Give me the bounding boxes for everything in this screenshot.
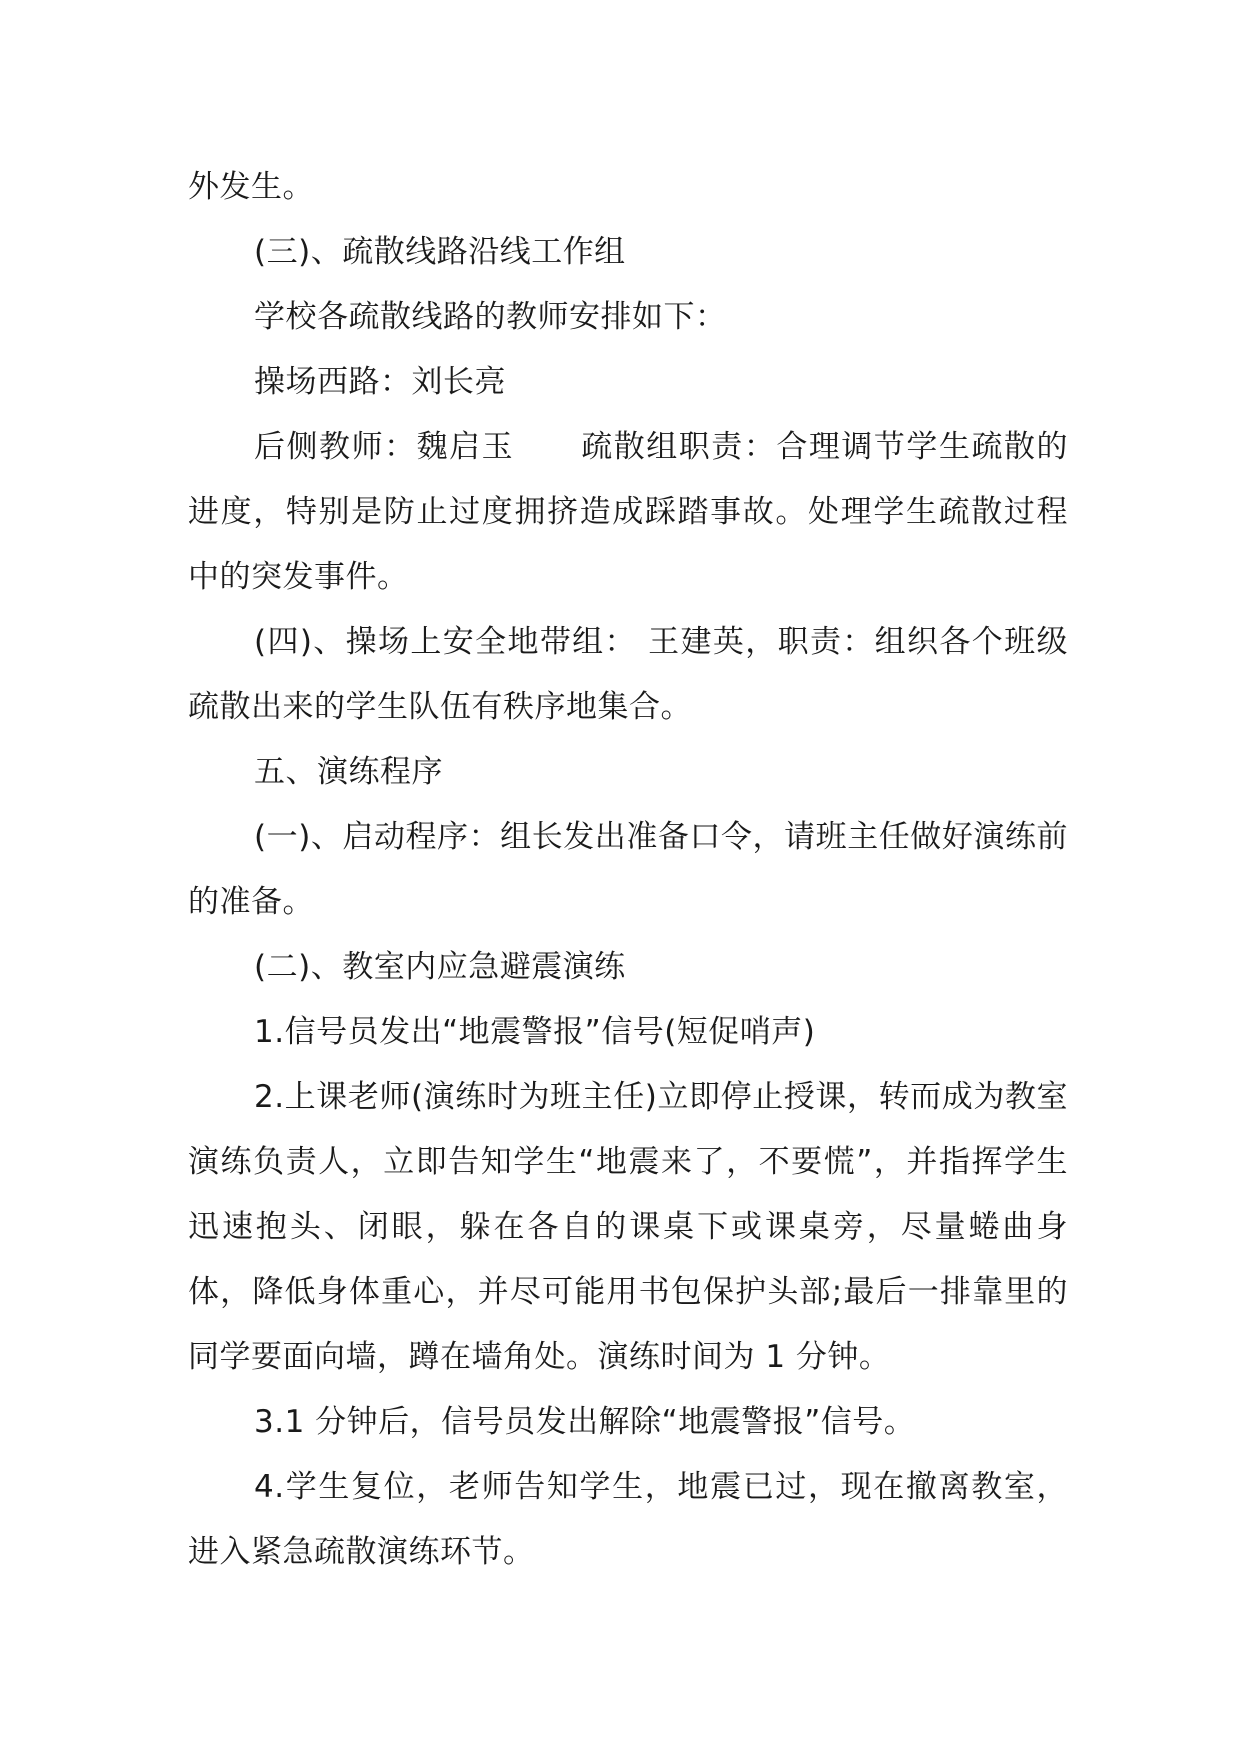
paragraph-6: (四)、操场上安全地带组： 王建英，职责：组织各个班级疏散出来的学生队伍有秩序地集合。	[188, 624, 1068, 725]
paragraph-8: (一)、启动程序：组长发出准备口令，请班主任做好演练前的准备。	[188, 819, 1068, 920]
paragraph-5	[188, 415, 1068, 610]
paragraph-4: 操场西路：刘长亮	[254, 364, 506, 400]
paragraph-7: 五、演练程序	[254, 754, 443, 790]
paragraph-2: (三)、疏散线路沿线工作组	[254, 234, 626, 270]
paragraph-12: 3.1 分钟后，信号员发出解除“地震警报”信号。	[254, 1404, 916, 1440]
paragraph-1: 外发生。	[188, 169, 314, 205]
paragraph-9: (二)、教室内应急避震演练	[254, 949, 626, 985]
paragraph-5-part-b: 疏散组职责：合理调节学生疏散的进度，特别是防止过度拥挤造成踩踏事故。处理学生疏散过程中的突发事件。	[188, 429, 1069, 595]
document-body	[188, 155, 1068, 1585]
paragraph-10: 1.信号员发出“地震警报”信号(短促哨声)	[254, 1014, 816, 1050]
paragraph-5-part-a: 后侧教师：魏启玉	[254, 429, 515, 465]
paragraph-11: 2.上课老师(演练时为班主任)立即停止授课，转而成为教室演练负责人，立即告知学生“地震来了，不要慌”，并指挥学生迅速抱头、闭眼，躲在各自的课桌下或课桌旁，尽量蜷曲身体，降低身体重心，并尽可能用书包保护头部;最后一排靠里的同学要面向墙，蹲在墙角处。演练时间为 1 分钟。	[188, 1079, 1068, 1375]
paragraph-3: 学校各疏散线路的教师安排如下：	[254, 299, 727, 335]
paragraph-13: 4.学生复位，老师告知学生，地震已过，现在撤离教室，进入紧急疏散演练环节。	[188, 1469, 1068, 1570]
